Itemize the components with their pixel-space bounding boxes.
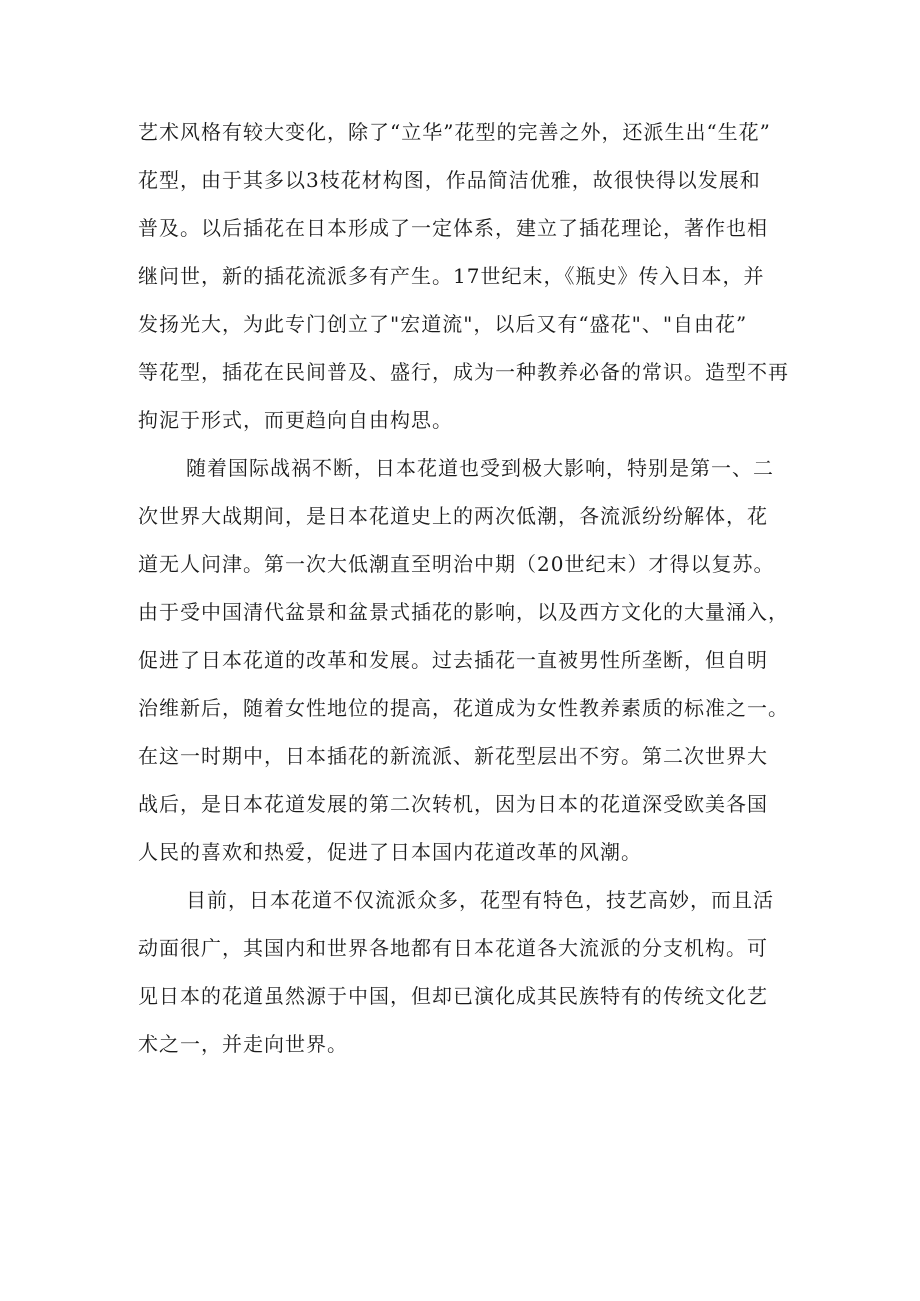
text-line: 拘泥于形式，而更趋向自由构思。: [138, 408, 453, 432]
text-line: 普及。以后插花在日本形成了一定体系，建立了插花理论，著作也相: [138, 216, 768, 240]
text-line: 道无人问津。第一次大低潮直至明治中期（20世纪末）才得以复苏。: [138, 552, 775, 576]
text-line: 人民的喜欢和热爱，促进了日本国内花道改革的风潮。: [138, 840, 642, 864]
text-line: 治维新后，随着女性地位的提高，花道成为女性教养素质的标准之一。: [138, 696, 789, 720]
text-line: 花型，由于其多以3枝花材构图，作品简洁优雅，故很快得以发展和: [138, 168, 761, 192]
text-line: 动面很广，其国内和世界各地都有日本花道各大流派的分支机构。可: [138, 936, 768, 960]
text-line: 由于受中国清代盆景和盆景式插花的影响，以及西方文化的大量涌入，: [138, 600, 789, 624]
text-line: 促进了日本花道的改革和发展。过去插花一直被男性所垄断，但自明: [138, 648, 768, 672]
paragraph-first-line: 随着国际战祸不断，日本花道也受到极大影响，特别是第一、二: [186, 456, 774, 480]
text-line: 发扬光大，为此专门创立了"宏道流"，以后又有“盛花"、"自由花”: [138, 312, 748, 336]
text-line: 继问世，新的插花流派多有产生。17世纪末，《瓶史》传入日本，并: [138, 264, 765, 288]
paragraph-first-line: 目前，日本花道不仅流派众多，花型有特色，技艺高妙，而且活: [186, 888, 774, 912]
text-line: 次世界大战期间，是日本花道史上的两次低潮，各流派纷纷解体，花: [138, 504, 768, 528]
text-line: 在这一时期中，日本插花的新流派、新花型层出不穷。第二次世界大: [138, 744, 768, 768]
text-line: 等花型，插花在民间普及、盛行，成为一种教养必备的常识。造型不再: [138, 360, 789, 384]
text-line: 术之一，并走向世界。: [138, 1032, 348, 1056]
text-line: 艺术风格有较大变化，除了“立华”花型的完善之外，还派生出“生花”: [138, 120, 771, 144]
text-line: 见日本的花道虽然源于中国，但却已演化成其民族特有的传统文化艺: [138, 984, 768, 1008]
text-line: 战后，是日本花道发展的第二次转机，因为日本的花道深受欧美各国: [138, 792, 768, 816]
